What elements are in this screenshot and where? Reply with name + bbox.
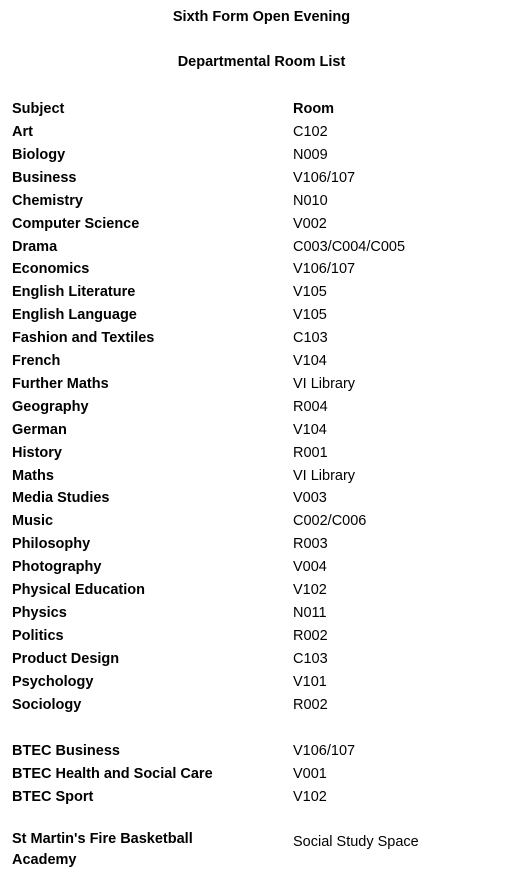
subject-cell: Business <box>12 169 77 186</box>
subject-cell: Biology <box>12 146 66 163</box>
subject-cell: St Martin's Fire Basketball Academy <box>12 831 193 868</box>
table-row <box>0 258 515 281</box>
room-cell: N010 <box>293 192 328 209</box>
subject-cell: Product Design <box>12 650 120 667</box>
subject-cell: Music <box>12 513 54 530</box>
table-row <box>0 167 515 190</box>
table-row <box>0 533 515 556</box>
room-cell: Social Study Space <box>293 834 419 850</box>
table-row <box>0 281 515 304</box>
table-row <box>0 763 515 786</box>
room-cell: V102 <box>293 789 327 805</box>
subject-cell: Geography <box>12 398 89 415</box>
table-row <box>0 419 515 442</box>
subject-cell: BTEC Sport <box>12 789 94 805</box>
table-row <box>0 829 515 873</box>
table-row <box>0 648 515 671</box>
room-cell: R001 <box>293 444 328 461</box>
subject-cell: Physics <box>12 604 67 621</box>
table-row <box>0 350 515 373</box>
room-cell: V104 <box>293 421 327 438</box>
room-cell: V002 <box>293 215 327 232</box>
room-cell: C003/C004/C005 <box>293 238 406 255</box>
table-row <box>0 121 515 144</box>
subject-cell: Chemistry <box>12 192 83 209</box>
table-row <box>0 602 515 625</box>
table-row <box>0 510 515 533</box>
room-cell: V004 <box>293 559 327 576</box>
room-cell: C103 <box>293 330 328 347</box>
room-cell: V102 <box>293 582 327 598</box>
page-title: Sixth Form Open Evening <box>172 9 351 25</box>
table-row <box>0 373 515 396</box>
subject-cell: BTEC Business <box>12 743 120 759</box>
subject-cell: English Language <box>12 307 137 324</box>
table-row <box>0 236 515 259</box>
subject-cell: Politics <box>12 627 64 644</box>
table-row <box>0 740 515 763</box>
subject-cell: French <box>12 353 61 369</box>
room-cell: VI Library <box>293 375 356 392</box>
table-row <box>0 556 515 579</box>
room-cell: N009 <box>293 146 328 163</box>
room-cell: C103 <box>293 650 328 667</box>
table-row <box>0 396 515 419</box>
subject-cell: Physical Education <box>12 582 145 598</box>
table-row <box>0 625 515 648</box>
subject-cell: BTEC Health and Social Care <box>12 766 213 782</box>
room-cell: V001 <box>293 766 327 782</box>
room-cell: V104 <box>293 353 327 369</box>
table-row <box>0 579 515 602</box>
table-row <box>0 694 515 717</box>
table-header <box>0 98 515 121</box>
table-row <box>0 487 515 510</box>
table-row <box>0 327 515 350</box>
subject-cell: Art <box>12 124 33 140</box>
room-cell: VI Library <box>293 467 356 484</box>
room-cell: R002 <box>293 627 328 644</box>
subject-cell: Philosophy <box>12 536 91 553</box>
table-row <box>0 304 515 327</box>
subject-cell: English Literature <box>12 284 136 301</box>
page-subtitle: Departmental Room List <box>177 54 346 70</box>
table-row <box>0 144 515 167</box>
room-cell: V105 <box>293 284 327 301</box>
room-cell: V003 <box>293 490 327 507</box>
subject-cell: German <box>12 421 67 438</box>
room-cell: R003 <box>293 536 328 553</box>
table-row <box>0 442 515 465</box>
room-cell: R002 <box>293 696 328 713</box>
subject-column-header: Subject <box>12 101 65 117</box>
table-row <box>0 671 515 694</box>
room-cell: V106/107 <box>293 261 356 278</box>
room-cell: V105 <box>293 307 327 324</box>
subject-cell: Further Maths <box>12 375 109 392</box>
table-row <box>0 190 515 213</box>
room-cell: N011 <box>293 604 327 621</box>
table-row <box>0 213 515 236</box>
subject-cell: History <box>12 444 62 461</box>
subject-cell: Sociology <box>12 696 82 713</box>
subject-cell: Media Studies <box>12 490 110 507</box>
subject-cell: Economics <box>12 261 90 278</box>
subject-cell: Fashion and Textiles <box>12 330 155 347</box>
room-cell: V106/107 <box>293 169 356 186</box>
room-cell: C002/C006 <box>293 513 367 530</box>
room-cell: C102 <box>293 124 328 140</box>
table-row <box>0 465 515 488</box>
room-cell: V101 <box>293 673 327 690</box>
subject-cell: Maths <box>12 467 54 484</box>
room-cell: R004 <box>293 398 328 415</box>
table-row <box>0 786 515 809</box>
room-column-header: Room <box>293 101 335 117</box>
room-cell: V106/107 <box>293 743 356 759</box>
subject-cell: Computer Science <box>12 215 140 232</box>
subject-cell: Photography <box>12 559 102 576</box>
subject-cell: Drama <box>12 238 58 255</box>
subject-cell: Psychology <box>12 673 94 690</box>
